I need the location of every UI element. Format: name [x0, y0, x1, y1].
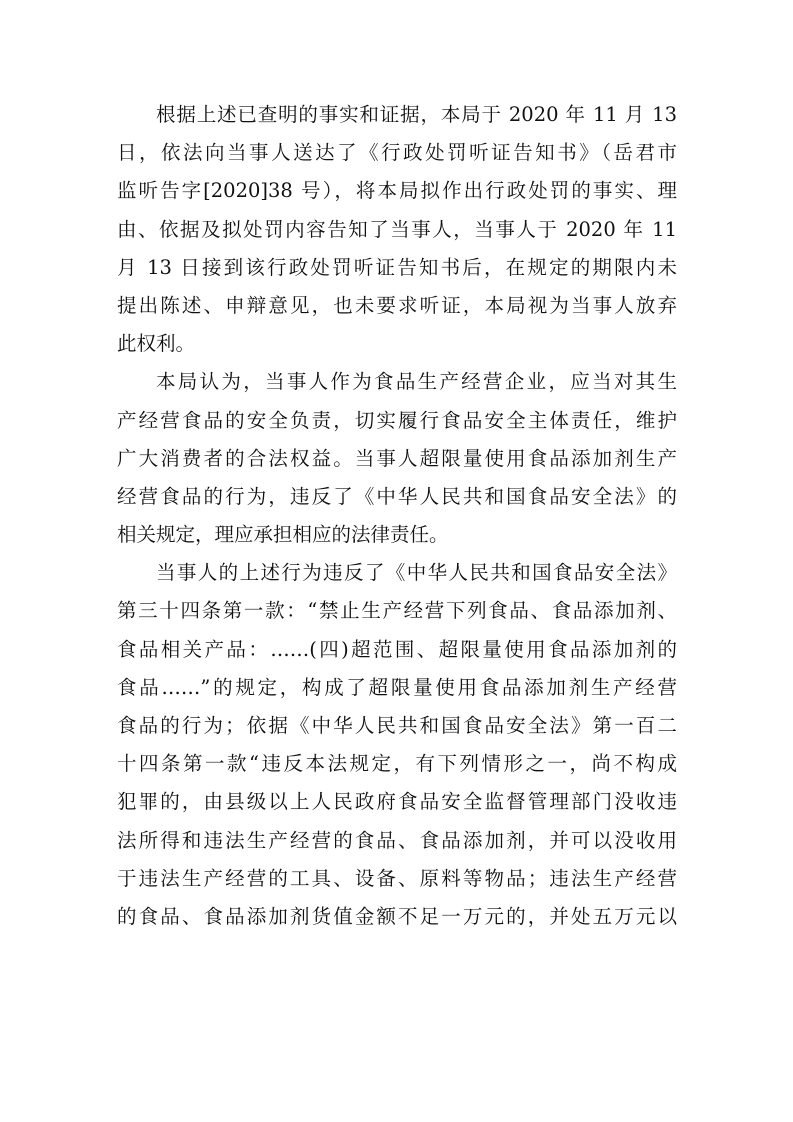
- paragraph-bureau-opinion: [117, 363, 677, 554]
- document-body: [117, 96, 677, 936]
- text-line: 根据上述已查明的事实和证据，本局于 2020 年 11 月 13: [156, 103, 677, 126]
- text-line: 食品……”的规定，构成了超限量使用食品添加剂生产经营: [117, 675, 677, 699]
- text-line: 提出陈述、申辩意见，也未要求听证，本局视为当事人放弃: [117, 293, 677, 317]
- text-line: 月 13 日接到该行政处罚听证告知书后，在规定的期限内未: [117, 255, 677, 279]
- text-line: 食品的行为；依据《中华人民共和国食品安全法》第一百二: [117, 714, 677, 737]
- text-line: 此权利。: [117, 332, 196, 356]
- text-line: 第三十四条第一款：“禁止生产经营下列食品、食品添加剂、: [117, 599, 677, 623]
- text-line: 经营食品的行为，违反了《中华人民共和国食品安全法》的: [117, 484, 677, 508]
- text-line: 本局认为，当事人作为食品生产经营企业，应当对其生: [156, 370, 677, 394]
- paragraph-hearing-notice: [117, 96, 677, 363]
- text-line: 由、依据及拟处罚内容告知了当事人，当事人于 2020 年 11: [117, 217, 677, 241]
- text-line: 广大消费者的合法权益。当事人超限量使用食品添加剂生产: [117, 446, 677, 470]
- text-line: 产经营食品的安全负责，切实履行食品安全主体责任，维护: [117, 408, 677, 432]
- text-line: 当事人的上述行为违反了《中华人民共和国食品安全法》: [156, 561, 677, 585]
- text-line: 犯罪的，由县级以上人民政府食品安全监督管理部门没收违: [117, 790, 677, 814]
- text-line: 于违法生产经营的工具、设备、原料等物品；违法生产经营: [117, 866, 677, 890]
- paragraph-legal-basis: [117, 554, 677, 936]
- text-line: 监听告字[2020]38 号），将本局拟作出行政处罚的事实、理: [117, 179, 677, 203]
- text-line: 食品相关产品：……(四)超范围、超限量使用食品添加剂的: [117, 637, 677, 661]
- text-line: 的食品、食品添加剂货值金额不足一万元的，并处五万元以: [117, 904, 677, 928]
- text-line: 法所得和违法生产经营的食品、食品添加剂，并可以没收用: [117, 828, 677, 852]
- text-line: 相关规定，理应承担相应的法律责任。: [117, 523, 449, 547]
- text-line: 日，依法向当事人送达了《行政处罚听证告知书》（岳君市: [117, 141, 677, 165]
- text-line: 十四条第一款“违反本法规定，有下列情形之一，尚不构成: [117, 752, 677, 776]
